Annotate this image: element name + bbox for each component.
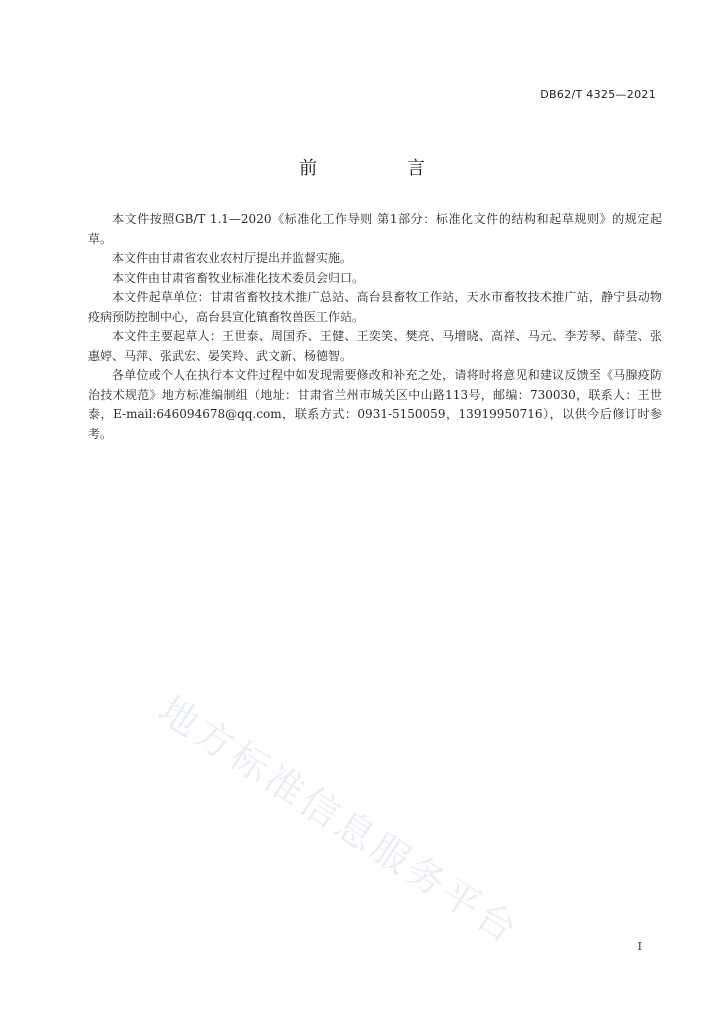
- paragraph: 本文件主要起草人：王世泰、周国乔、王健、王奕笑、樊亮、马增晓、高祥、马元、李芳琴、薛莹、张惠婷、马萍、张武宏、晏笑羚、武文新、杨德智。: [88, 329, 662, 363]
- page-title: 前 言: [299, 158, 467, 179]
- document-body: [88, 210, 662, 444]
- page-number: I: [637, 940, 642, 953]
- paragraph: 本文件由甘肃省畜牧业标准化技术委员会归口。: [112, 270, 365, 285]
- paragraph: 本文件起草单位：甘肃省畜牧技术推广总站、高台县畜牧工作站，天水市畜牧技术推广站，静宁县动物疫病预防控制中心，高台县宣化镇畜牧兽医工作站。: [88, 290, 662, 324]
- paragraph: 各单位或个人在执行本文件过程中如发现需要修改和补充之处，请将时将意见和建议反馈至《马腺疫防治技术规范》地方标准编制组（地址：甘肃省兰州市城关区中山路113号，邮编：730030，联系人：王世泰，E-mail:646094678@qq.com，联系方式：0931-5150059，13919950716），以供今后修订时参考。: [88, 368, 662, 441]
- paragraph: 本文件由甘肃省农业农村厅提出并监督实施。: [112, 251, 353, 265]
- watermark: 地方标准信息服务平台: [151, 687, 528, 954]
- document-code: DB62/T 4325—2021: [540, 88, 656, 101]
- paragraph: 本文件按照GB/T 1.1—2020《标准化工作导则 第1部分：标准化文件的结构和起草规则》的规定起草。: [88, 212, 662, 246]
